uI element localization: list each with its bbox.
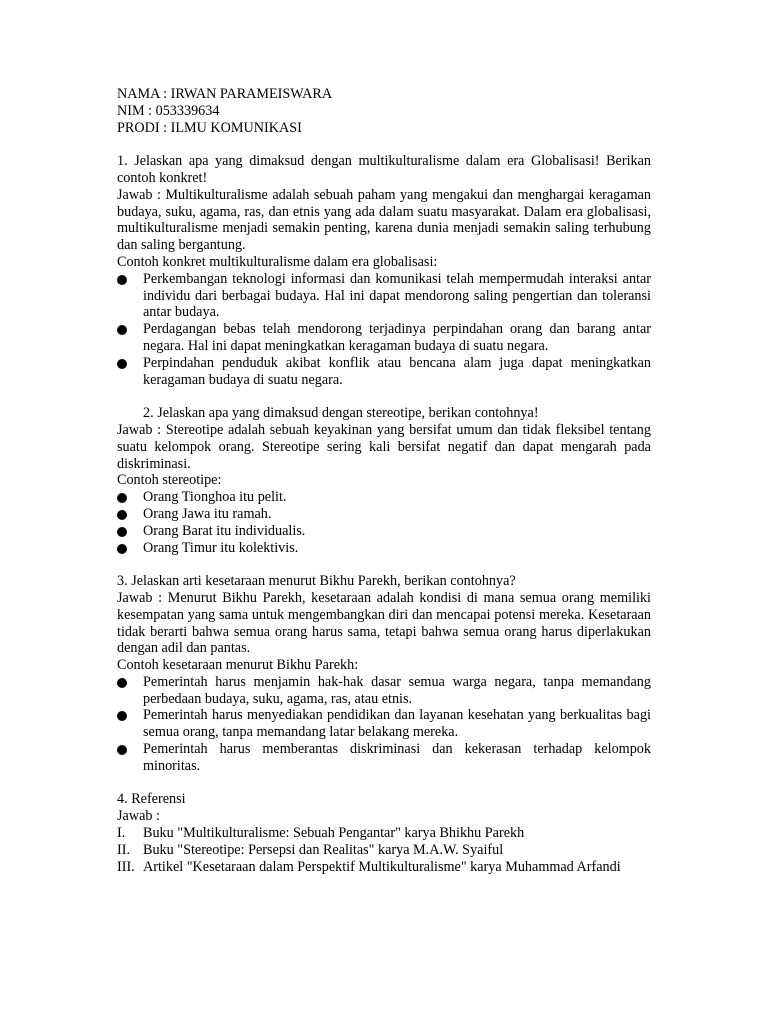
list-item: Perpindahan penduduk akibat konflik atau bencana alam juga dapat meningkatkan keragaman budaya di suatu negara.: [117, 355, 651, 389]
question-3-section: [117, 573, 651, 775]
answer-2: Jawab : Stereotipe adalah sebuah keyakinan yang bersifat umum dan tidak fleksibel tentang suatu kelompok orang. Stereotipe sering kali bersifat negatif dan dapat mengarah pada diskriminasi.: [117, 421, 651, 472]
reference-number: III.: [117, 858, 135, 875]
list-item: Pemerintah harus menjamin hak-hak dasar semua warga negara, tanpa memandang perbedaan budaya, suku, agama, ras, atau etnis.: [117, 674, 651, 708]
list-item: Pemerintah harus memberantas diskriminasi dan kekerasan terhadap kelompok minoritas.: [117, 741, 651, 775]
bullet-icon: [117, 678, 127, 688]
reference-text: Buku "Multikulturalisme: Sebuah Pengantar" karya Bhikhu Parekh: [143, 825, 525, 842]
answer-3: Jawab : Menurut Bikhu Parekh, kesetaraan adalah kondisi di mana semua orang memiliki kesempatan yang sama untuk mengembangkan diri dan mencapai potensi mereka. Kesetaraan tidak berarti bahwa semua orang harus sama, tetapi bahwa semua orang harus diperlakukan dengan adil dan pantas.: [117, 589, 651, 657]
list-item: Perdagangan bebas telah mendorong terjadinya perpindahan orang dan barang antar negara. Hal ini dapat meningkatkan keragaman budaya di suatu negara.: [117, 321, 651, 355]
references-answer-label: Jawab :: [117, 808, 160, 825]
spacer: [117, 775, 651, 792]
question-2-section: [117, 405, 651, 556]
references-list: [117, 825, 651, 875]
reference-number: I.: [117, 825, 126, 842]
student-name: NAMA : IRWAN PARAMEISWARA: [117, 86, 333, 102]
document-page: [117, 86, 651, 875]
bullet-icon: [117, 544, 127, 554]
reference-item: [117, 842, 651, 859]
student-nim: NIM : 053339634: [117, 102, 220, 119]
bullet-icon: [117, 493, 127, 503]
list-item: Orang Timur itu kolektivis.: [117, 540, 651, 557]
list-item: Pemerintah harus menyediakan pendidikan dan layanan kesehatan yang berkualitas bagi semua orang, tanpa memandang latar belakang mereka.: [117, 707, 651, 741]
examples-1-intro: Contoh konkret multikulturalisme dalam era globalisasi:: [117, 253, 438, 270]
student-prodi: PRODI : ILMU KOMUNIKASI: [117, 119, 302, 136]
question-2: 2. Jelaskan apa yang dimaksud dengan stereotipe, berikan contohnya!: [143, 405, 539, 422]
answer-1: Jawab : Multikulturalisme adalah sebuah paham yang mengakui dan menghargai keragaman budaya, suku, agama, ras, dan etnis yang ada dalam suatu masyarakat. Dalam era globalisasi, multikulturalisme menjadi semakin penting, karena dunia menjadi semakin saling terhubung dan saling bergantung.: [117, 186, 651, 254]
question-1: 1. Jelaskan apa yang dimaksud dengan multikulturalisme dalam era Globalisasi! Berikan contoh konkret!: [117, 153, 651, 186]
references-title: 4. Referensi: [117, 791, 186, 808]
reference-item: [117, 825, 651, 842]
bullet-icon: [117, 510, 127, 520]
examples-3-list: [117, 674, 651, 775]
spacer: [117, 388, 651, 405]
reference-text: Buku "Stereotipe: Persepsi dan Realitas" karya M.A.W. Syaiful: [143, 841, 504, 858]
list-item: Orang Jawa itu ramah.: [117, 506, 651, 523]
bullet-icon: [117, 527, 127, 537]
examples-2-intro: Contoh stereotipe:: [117, 472, 222, 489]
list-item: Perkembangan teknologi informasi dan komunikasi telah mempermudah interaksi antar individu dari berbagai budaya. Hal ini dapat mendorong saling pengertian dan toleransi antar budaya.: [117, 271, 651, 321]
references-section: [117, 791, 651, 875]
reference-item: [117, 859, 651, 876]
reference-number: II.: [117, 841, 130, 858]
list-item: Orang Tionghoa itu pelit.: [117, 489, 651, 506]
student-header: [117, 86, 651, 136]
spacer: [117, 136, 651, 153]
examples-1-list: [117, 271, 651, 389]
examples-3-intro: Contoh kesetaraan menurut Bikhu Parekh:: [117, 657, 359, 674]
question-1-section: [117, 153, 651, 388]
bullet-icon: [117, 745, 127, 755]
bullet-icon: [117, 359, 127, 369]
bullet-icon: [117, 275, 127, 285]
bullet-icon: [117, 711, 127, 721]
question-3: 3. Jelaskan arti kesetaraan menurut Bikhu Parekh, berikan contohnya?: [117, 573, 516, 590]
reference-text: Artikel "Kesetaraan dalam Perspektif Multikulturalisme" karya Muhammad Arfandi: [143, 858, 621, 875]
list-item: Orang Barat itu individualis.: [117, 523, 651, 540]
examples-2-list: [117, 489, 651, 556]
spacer: [117, 556, 651, 573]
bullet-icon: [117, 325, 127, 335]
